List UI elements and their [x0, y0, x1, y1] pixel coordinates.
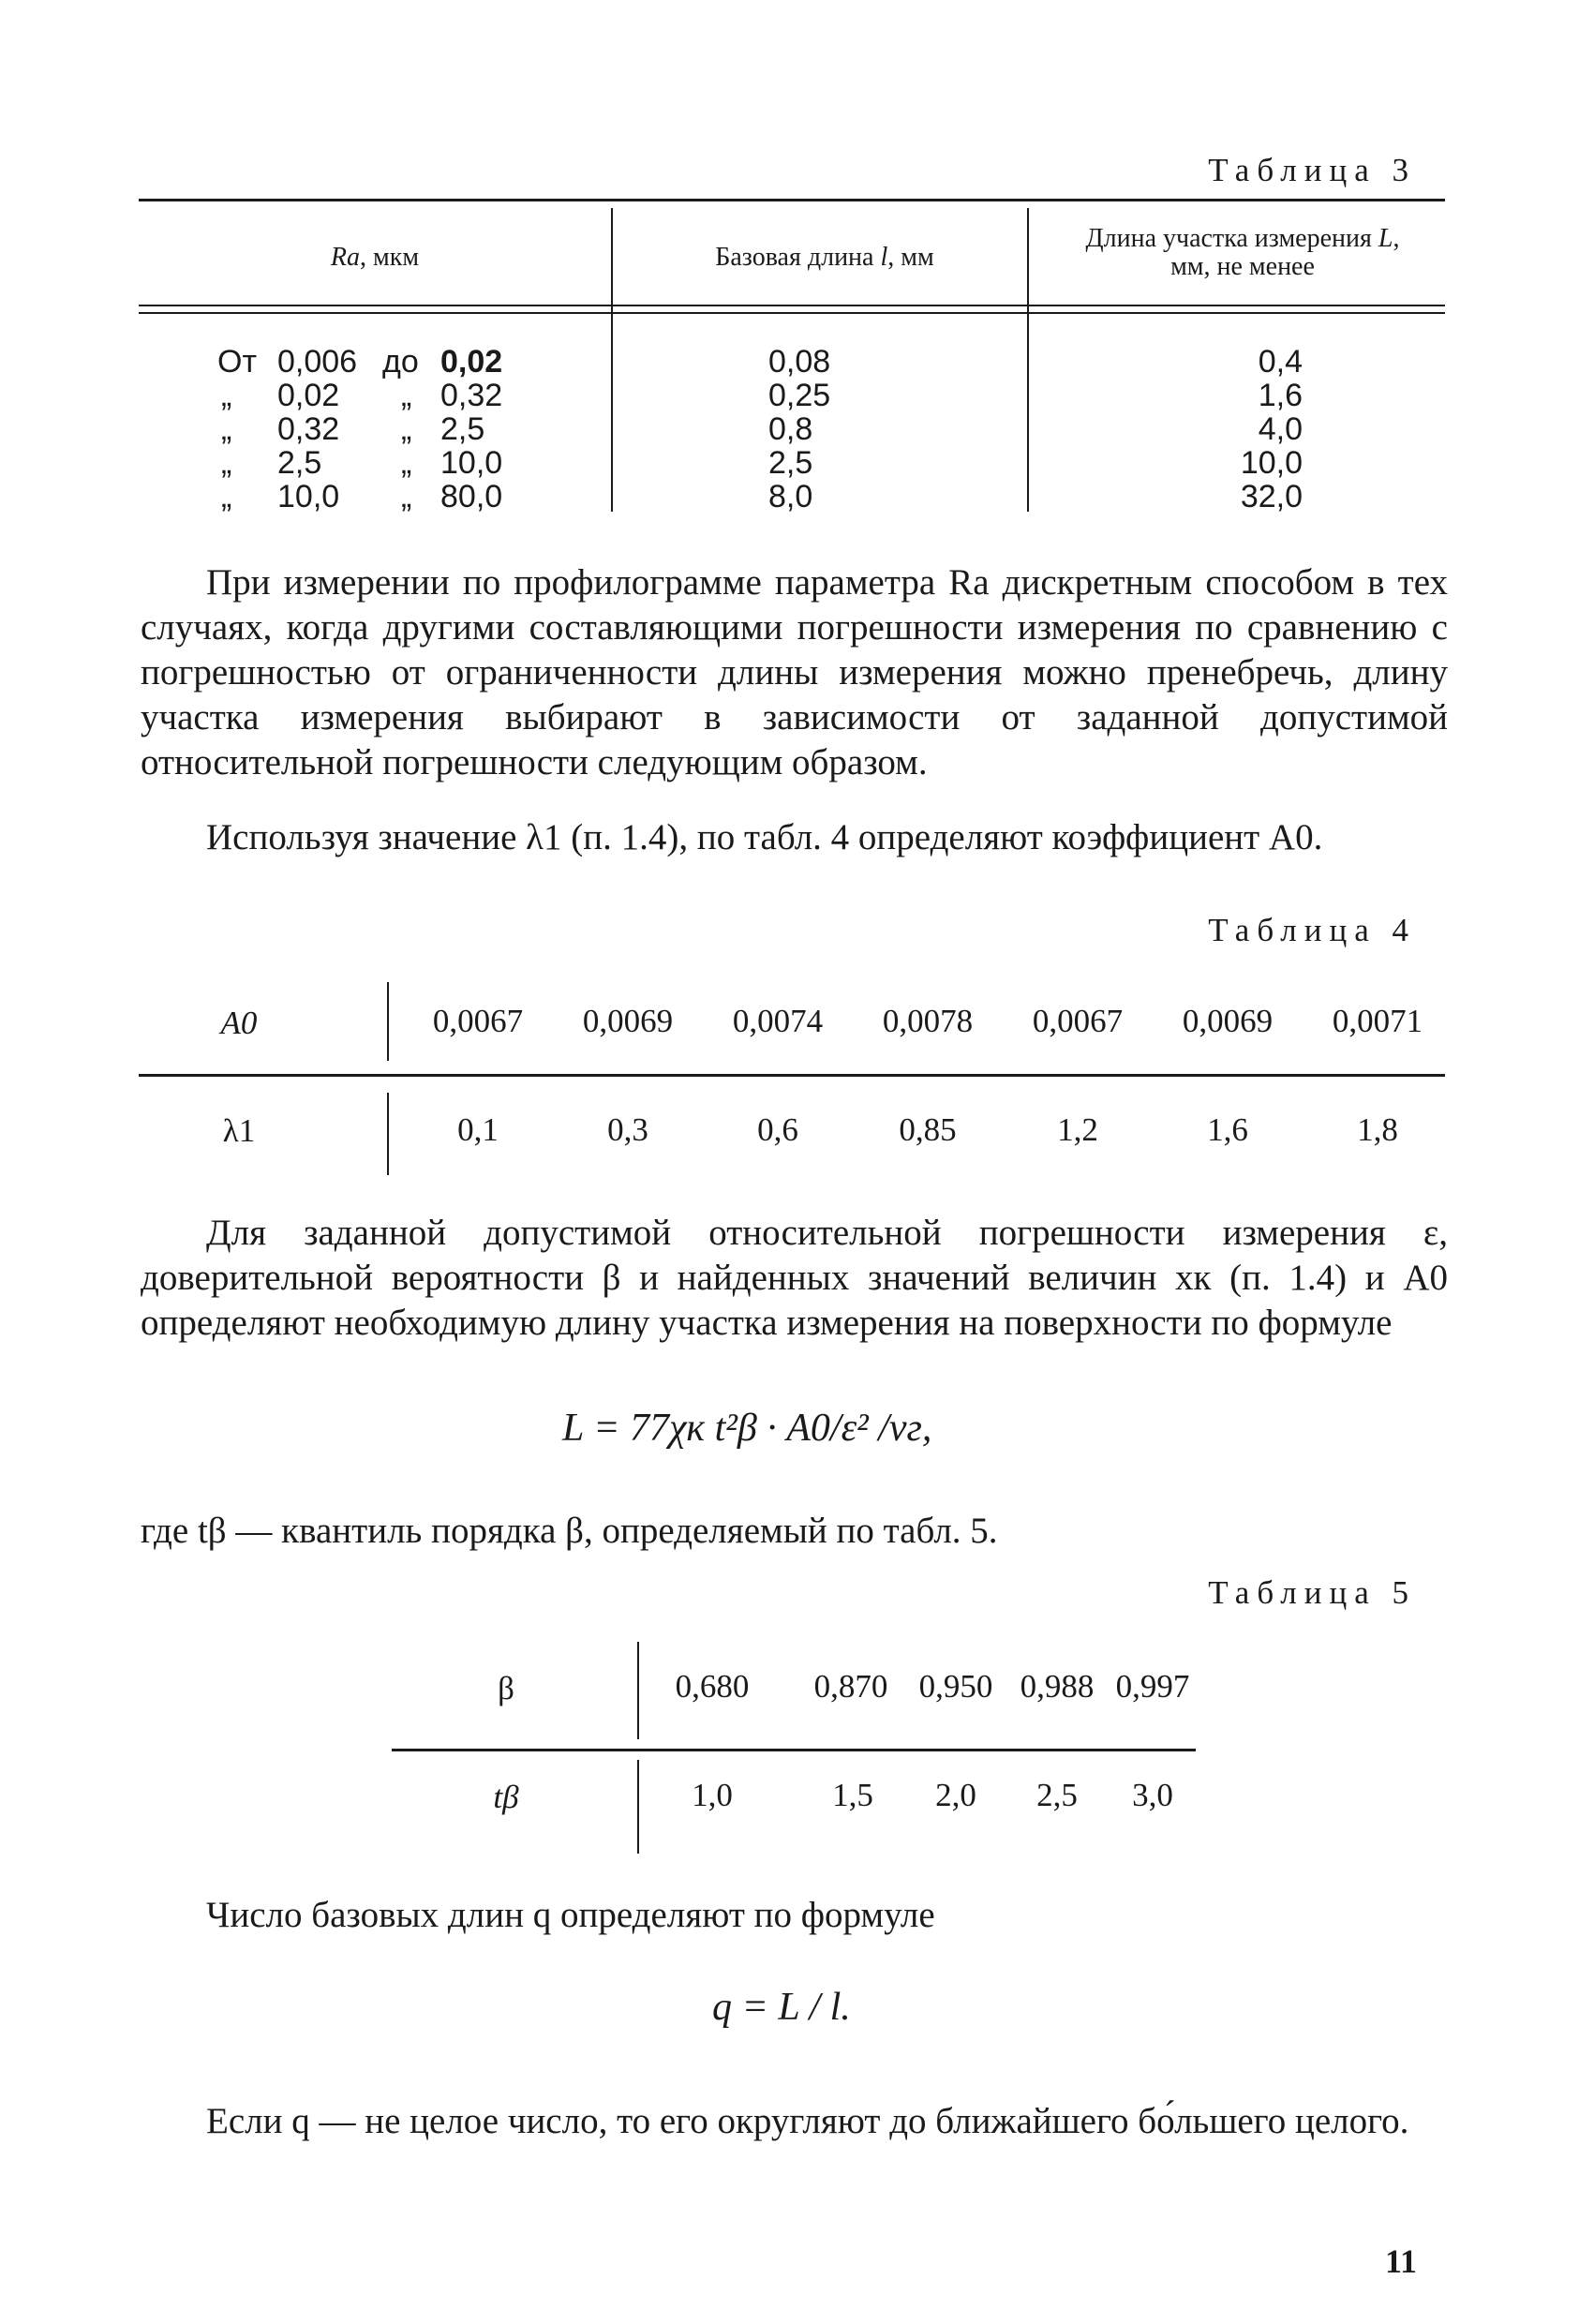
table3-divider-1	[611, 208, 613, 512]
table-cell: 0,4	[1258, 344, 1303, 380]
table-cell: „	[221, 378, 232, 413]
table-cell: 10,0	[277, 479, 340, 514]
table-cell: 2,5	[440, 411, 485, 447]
table3-header-base: Базовая длина l, мм	[715, 243, 934, 272]
formula-length	[562, 1406, 931, 1451]
table3-col-base	[768, 345, 830, 514]
table-cell: „	[401, 411, 412, 447]
table-cell: 1,5	[832, 1777, 873, 1813]
table-cell: 0,32	[440, 378, 503, 413]
table-cell: 0,0067	[432, 1003, 524, 1039]
table-cell: 32,0	[1240, 479, 1303, 514]
table3-header-rule-1	[139, 305, 1445, 306]
table-cell: 0,870	[813, 1668, 888, 1705]
table-cell: 0,0067	[1032, 1003, 1124, 1039]
table-cell: „	[401, 378, 412, 413]
table-cell: „	[401, 445, 412, 481]
table-cell: 2,5	[1036, 1777, 1078, 1813]
page-number: 11	[1385, 2242, 1418, 2280]
table4-row2-label: λ1	[222, 1112, 256, 1149]
paragraph-1: При измерении по профилограмме параметра Ra дискретным способом в тех случаях, когда другими составляющими погрешности измерения по сравнению с погрешностью от ограниченности длины измерения можно пренебречь, длину участка измерения выбирают в зависимости от заданной допустимой относительной погрешности следующим образом.	[141, 562, 1448, 782]
table-cell: 0,02	[440, 344, 503, 380]
paragraph-6: Если q — не целое число, то его округляют до ближайшего бо́льшего целого.	[206, 2101, 1409, 2141]
table-cell: 1,6	[1207, 1111, 1248, 1148]
table5-row1-label: β	[498, 1670, 514, 1706]
table-cell: 0,0071	[1332, 1003, 1423, 1039]
table-cell: 0,8	[768, 411, 813, 447]
table-cell: 1,2	[1057, 1111, 1098, 1148]
table-cell: до	[382, 344, 419, 380]
paragraph-2: Используя значение λ1 (п. 1.4), по табл. 4 определяют коэффициент A0.	[206, 817, 1323, 857]
table-cell: 0,25	[768, 378, 831, 413]
table5-row2-label: tβ	[493, 1779, 519, 1815]
table-cell: 0,006	[277, 344, 358, 380]
table3-top-rule	[139, 199, 1445, 201]
table5-divider-2	[637, 1760, 639, 1854]
table-cell: 0,0074	[732, 1003, 824, 1039]
table5-mid-rule	[392, 1749, 1196, 1751]
paragraph-5: Число базовых длин q определяют по формуле	[206, 1895, 935, 1935]
table-cell: „	[221, 445, 232, 481]
formula-length-text: L = 77χк t²β · A0/ε² /vг,	[562, 1407, 932, 1450]
table3-col-length	[1171, 345, 1303, 514]
table-cell: 2,5	[277, 445, 322, 481]
table3-col-to	[440, 345, 502, 514]
table-cell: 1,8	[1357, 1111, 1398, 1148]
table-cell: 3,0	[1132, 1777, 1173, 1813]
table-cell: 8,0	[768, 479, 813, 514]
table-cell: „	[401, 479, 412, 514]
table4-divider	[387, 982, 389, 1061]
table-cell: 0,997	[1115, 1668, 1190, 1705]
table-cell: 0,6	[757, 1111, 798, 1148]
table3-col-prefix	[217, 345, 257, 514]
table-cell: 0,32	[277, 411, 340, 447]
table-cell: 0,0069	[1182, 1003, 1274, 1039]
table-cell: 10,0	[1240, 445, 1303, 481]
table4-row1-label: A0	[220, 1005, 258, 1041]
table4-mid-rule	[139, 1074, 1445, 1077]
table5-divider	[637, 1642, 639, 1739]
table-cell: От	[217, 344, 258, 380]
table-cell: 0,1	[457, 1111, 499, 1148]
table-cell: 0,0078	[882, 1003, 974, 1039]
table-cell: 0,85	[899, 1111, 957, 1148]
paragraph-3: Для заданной допустимой относительной погрешности измерения ε, доверительной вероятности β и найденных значений величин xк (п. 1.4) и A0 определяют необходимую длину участка измерения на поверхности по формуле	[141, 1213, 1448, 1343]
table3-divider-2	[1027, 208, 1029, 512]
table3-col-do	[382, 345, 419, 514]
table3-header-ra: Ra, мкм	[330, 243, 420, 272]
table-cell: 2,0	[935, 1777, 976, 1813]
table5-caption: Таблица 5	[1208, 1574, 1416, 1611]
table-cell: 0,950	[918, 1668, 993, 1705]
table-cell: 1,0	[692, 1777, 733, 1813]
table-cell: 2,5	[768, 445, 813, 481]
table-cell: 0,02	[277, 378, 340, 413]
table3-caption: Таблица 3	[1208, 152, 1416, 188]
formula-base-count	[712, 1985, 851, 2030]
table3-header-length: Длина участка измерения L, мм, не менее	[1085, 224, 1400, 281]
table4-caption: Таблица 4	[1208, 912, 1416, 948]
table-cell: 4,0	[1258, 411, 1303, 447]
table-cell: 0,680	[675, 1668, 750, 1705]
table-cell: 1,6	[1258, 378, 1303, 413]
table-cell: 0,988	[1020, 1668, 1095, 1705]
table-cell: 0,3	[607, 1111, 648, 1148]
formula-base-count-text: q = L / l.	[712, 1986, 851, 2029]
table-cell: „	[221, 411, 232, 447]
table3-header-rule-2	[139, 312, 1445, 314]
table-cell: 0,08	[768, 344, 831, 380]
table-cell: 80,0	[440, 479, 503, 514]
table-cell: „	[221, 479, 232, 514]
table4-divider-2	[387, 1093, 389, 1175]
table-cell: 10,0	[440, 445, 503, 481]
paragraph-4: где tβ — квантиль порядка β, определяемый по табл. 5.	[141, 1511, 998, 1551]
table-cell: 0,0069	[582, 1003, 674, 1039]
table3-col-from	[277, 345, 357, 514]
